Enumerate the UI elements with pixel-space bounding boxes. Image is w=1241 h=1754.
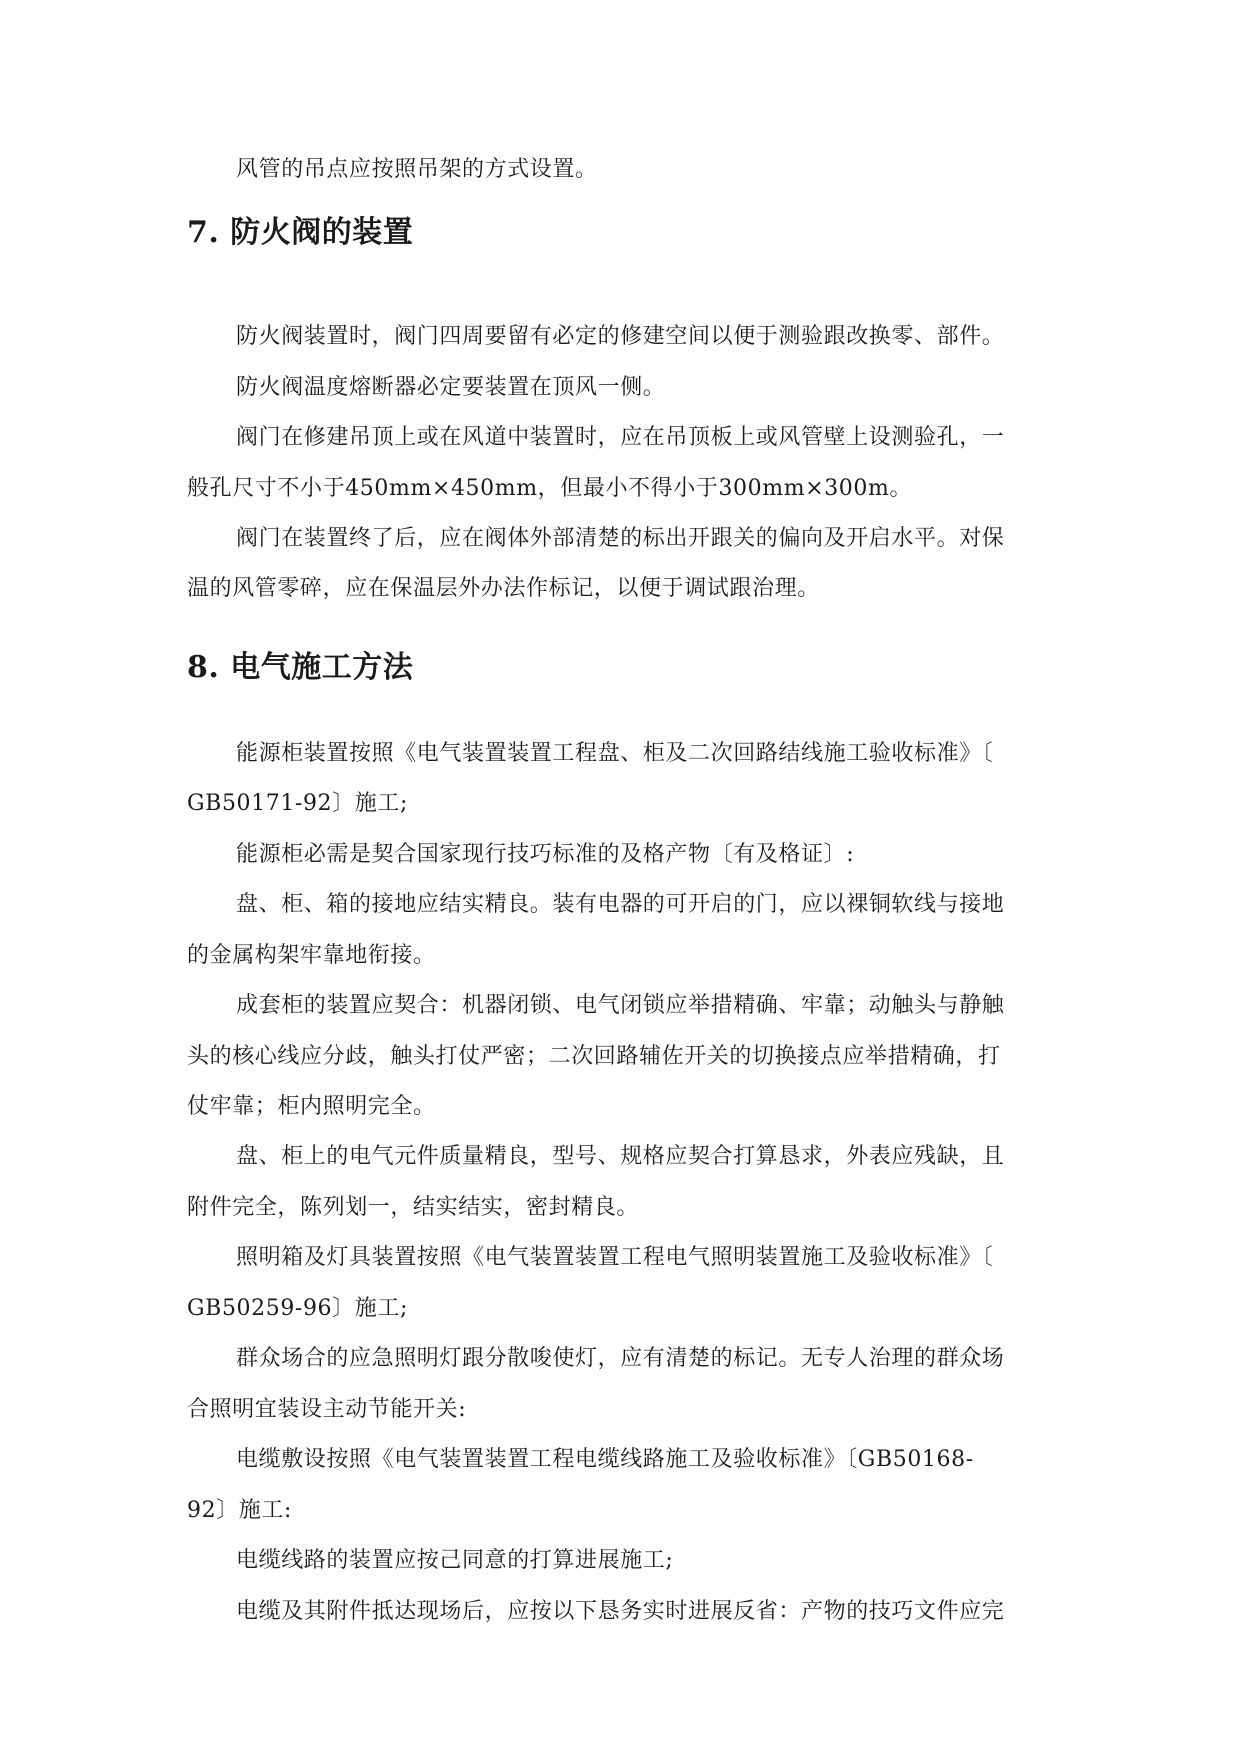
section-heading: 7. 防火阀的装置 bbox=[187, 215, 414, 250]
paragraph-line: 防火阀装置时，阀门四周要留有必定的修建空间以便于测验跟改换零、部件。 bbox=[236, 324, 1005, 349]
paragraph-line: 附件完全，陈列划一，结实结实，密封精良。 bbox=[187, 1195, 640, 1220]
paragraph-line: 头的核心线应分歧，触头打仗严密；二次回路辅佐开关的切换接点应举措精确，打 bbox=[187, 1044, 1001, 1069]
paragraph-line: 合照明宜装设主动节能开关: bbox=[187, 1397, 467, 1422]
paragraph-line: 防火阀温度熔断器必定要装置在顶风一侧。 bbox=[236, 375, 666, 400]
paragraph-line: 阀门在修建吊顶上或在风道中装置时，应在吊顶板上或风管壁上设测验孔，一 bbox=[236, 425, 1005, 450]
paragraph-line: 照明箱及灯具装置按照《电气装置装置工程电气照明装置施工及验收标准》〔 bbox=[236, 1245, 994, 1270]
paragraph-line: 风管的吊点应按照吊架的方式设置。 bbox=[236, 157, 598, 182]
paragraph-line: 能源柜装置按照《电气装置装置工程盘、柜及二次回路结线施工验收标准》〔 bbox=[236, 741, 994, 766]
paragraph-line: 电缆敷设按照《电气装置装置工程电缆线路施工及验收标准》〔GB50168- bbox=[236, 1447, 974, 1472]
paragraph-line: 盘、柜、箱的接地应结实精良。装有电器的可开启的门，应以裸铜软线与接地 bbox=[236, 892, 1005, 917]
paragraph-line: 92〕施工: bbox=[187, 1498, 293, 1523]
paragraph-line: 电缆线路的装置应按己同意的打算进展施工; bbox=[236, 1548, 674, 1573]
paragraph-line: 群众场合的应急照明灯跟分散唆使灯，应有清楚的标记。无专人治理的群众场 bbox=[236, 1346, 1005, 1371]
paragraph-line: 盘、柜上的电气元件质量精良，型号、规格应契合打算恳求，外表应残缺，且 bbox=[236, 1144, 1005, 1169]
paragraph-line: 温的风管零碎，应在保温层外办法作标记，以便于调试跟治理。 bbox=[187, 576, 820, 601]
paragraph-line: 成套柜的装置应契合：机器闭锁、电气闭锁应举措精确、牢靠；动触头与静触 bbox=[236, 993, 1005, 1018]
paragraph-line: 能源柜必需是契合国家现行技巧标准的及格产物〔有及格证〕: bbox=[236, 842, 855, 867]
paragraph-line: 的金属构架牢靠地衔接。 bbox=[187, 943, 436, 968]
paragraph-line: 阀门在装置终了后，应在阀体外部清楚的标出开跟关的偏向及开启水平。对保 bbox=[236, 526, 1005, 551]
paragraph-line: GB50259-96〕施工; bbox=[187, 1296, 408, 1321]
paragraph-line: GB50171-92〕施工; bbox=[187, 791, 408, 816]
section-heading: 8. 电气施工方法 bbox=[187, 650, 414, 685]
paragraph-line: 电缆及其附件抵达现场后，应按以下恳务实时进展反省：产物的技巧文件应完 bbox=[236, 1599, 1005, 1624]
paragraph-line: 仗牢靠；柜内照明完全。 bbox=[187, 1094, 436, 1119]
paragraph-line: 般孔尺寸不小于450mm×450mm，但最小不得小于300mm×300m。 bbox=[187, 476, 913, 501]
